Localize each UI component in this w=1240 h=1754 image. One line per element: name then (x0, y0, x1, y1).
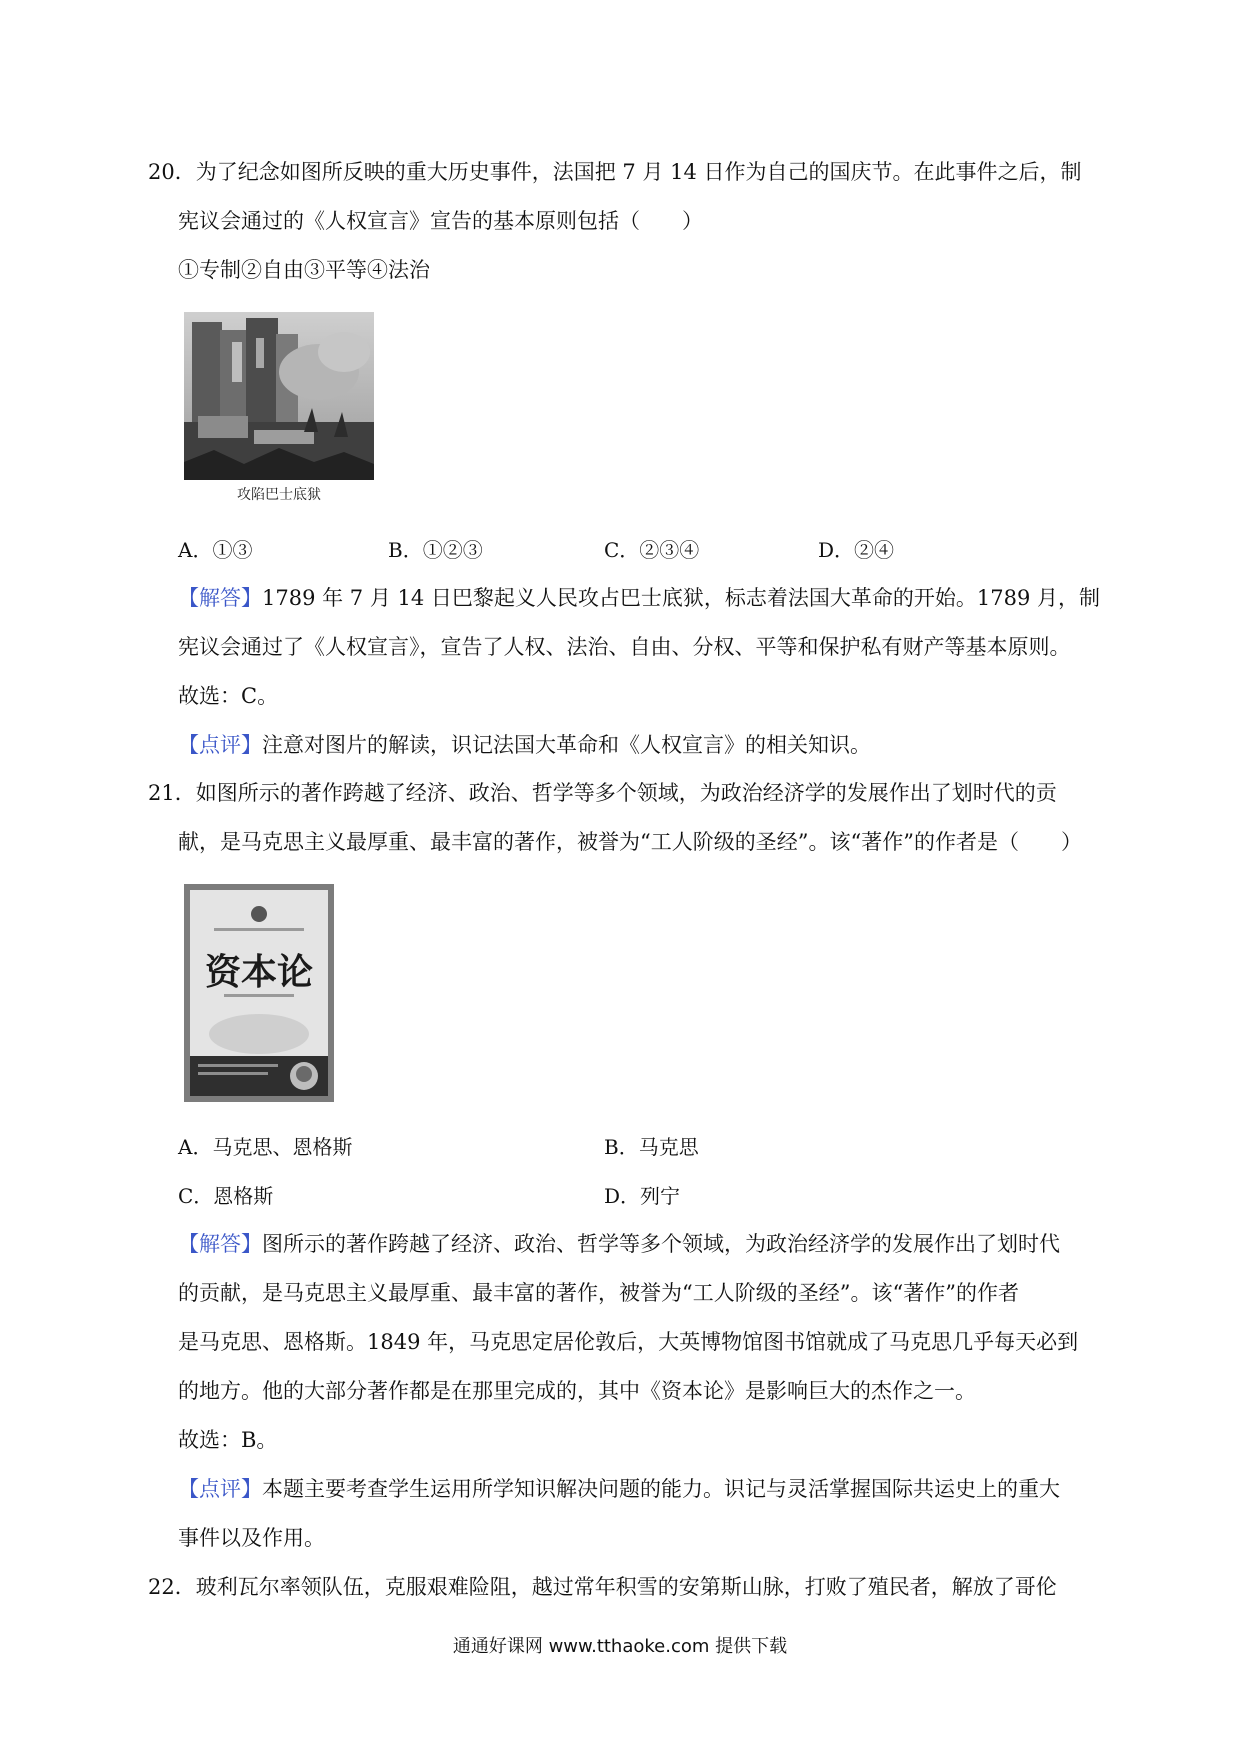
q20-option-d: D．②④ (818, 538, 895, 562)
q20-option-b: B．①②③ (388, 538, 483, 562)
q20-statements: ①专制②自由③平等④法治 (178, 258, 430, 282)
book-title: 资本论 (204, 951, 314, 993)
q21-option-d: D．列宁 (604, 1184, 681, 1208)
q21-comment-line2: 事件以及作用。 (178, 1526, 325, 1550)
q21-comment-tag: 【点评】 (178, 1477, 262, 1501)
q22-stem-line1: 22．玻利瓦尔率领队伍，克服艰难险阻，越过常年积雪的安第斯山脉，打败了殖民者，解放了哥伦 (148, 1575, 1057, 1599)
q20-answer-tag: 【解答】 (178, 586, 262, 610)
q21-answer-line5: 故选：B。 (178, 1428, 278, 1452)
q21-stem-line1: 21．如图所示的著作跨越了经济、政治、哲学等多个领域，为政治经济学的发展作出了划时代的贡 (148, 781, 1057, 805)
q20-comment: 【点评】注意对图片的解读，识记法国大革命和《人权宣言》的相关知识。 (178, 733, 871, 757)
q20-stem-line1: 20．为了纪念如图所反映的重大历史事件，法国把 7 月 14 日作为自己的国庆节。在此事件之后，制 (148, 160, 1082, 184)
q20-stem-line2: 宪议会通过的《人权宣言》宣告的基本原则包括（ ） (178, 209, 703, 233)
q21-answer-line2: 的贡献，是马克思主义最厚重、最丰富的著作，被誉为“工人阶级的圣经”。该“著作”的作者 (178, 1281, 1019, 1305)
q21-answer-line1: 【解答】图所示的著作跨越了经济、政治、哲学等多个领域，为政治经济学的发展作出了划时代 (178, 1232, 1060, 1256)
q21-comment-line1: 【点评】本题主要考查学生运用所学知识解决问题的能力。识记与灵活掌握国际共运史上的重大 (178, 1477, 1060, 1501)
q21-answer-line4: 的地方。他的大部分著作都是在那里完成的，其中《资本论》是影响巨大的杰作之一。 (178, 1379, 976, 1403)
q20-answer-line3: 故选：C。 (178, 684, 279, 708)
bastille-image (184, 312, 374, 507)
q20-option-c: C．②③④ (604, 538, 700, 562)
q20-comment-tag: 【点评】 (178, 733, 262, 757)
q21-option-b: B．马克思 (604, 1135, 699, 1159)
q20-answer-line1: 【解答】1789 年 7 月 14 日巴黎起义人民攻占巴士底狱，标志着法国大革命的开始。1789 月，制 (178, 586, 1101, 610)
q21-answer-line3: 是马克思、恩格斯。1849 年，马克思定居伦敦后，大英博物馆图书馆就成了马克思几乎每天必到 (178, 1330, 1079, 1354)
book-cover-illustration (184, 884, 334, 1102)
das-kapital-cover (184, 884, 334, 1102)
bastille-caption: 攻陷巴士底狱 (237, 487, 321, 503)
q21-option-a: A．马克思、恩格斯 (178, 1135, 353, 1159)
q20-option-a: A．①③ (178, 538, 253, 562)
q21-answer-tag: 【解答】 (178, 1232, 262, 1256)
q20-answer-line2: 宪议会通过了《人权宣言》，宣告了人权、法治、自由、分权、平等和保护私有财产等基本原则。 (178, 635, 1071, 659)
page-footer: 通通好课网 www.tthaoke.com 提供下载 (452, 1636, 788, 1657)
q21-stem-line2: 献，是马克思主义最厚重、最丰富的著作，被誉为“工人阶级的圣经”。该“著作”的作者是（ ） (178, 830, 1082, 854)
bastille-illustration (184, 312, 374, 507)
q21-option-c: C．恩格斯 (178, 1184, 274, 1208)
